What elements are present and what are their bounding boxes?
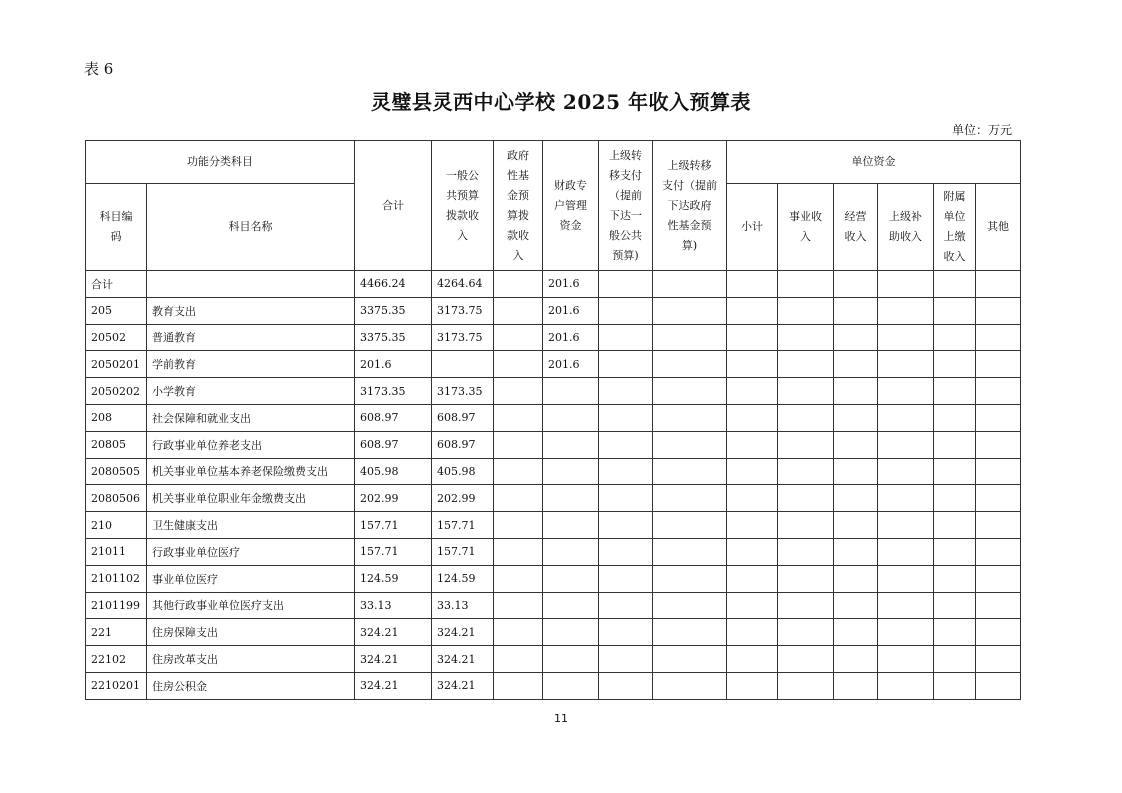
cell-name: 小学教育 [147,378,355,405]
cell-total: 3173.35 [355,378,432,405]
cell-total: 405.98 [355,458,432,485]
cell-total: 4466.24 [355,271,432,298]
cell-empty [934,458,976,485]
cell-fiscal [543,672,599,699]
cell-empty [778,672,834,699]
cell-empty [778,646,834,673]
cell-empty [653,646,727,673]
header-line: 性基金预 [667,218,712,232]
cell-empty [976,378,1021,405]
cell-empty [599,458,653,485]
cell-empty [599,592,653,619]
cell-fiscal: 201.6 [543,271,599,298]
header-line: 科目编 [99,210,133,223]
cell-gov-fund [494,458,543,485]
cell-name [147,271,355,298]
table-row [86,351,1021,378]
cell-empty [653,351,727,378]
cell-empty [934,565,976,592]
header-line: 拨款收 [446,208,479,222]
cell-code: 2101102 [86,565,147,592]
header-line: 般公共 [609,228,642,242]
header-line: 算) [681,238,698,252]
cell-general: 33.13 [432,592,494,619]
cell-name: 行政事业单位养老支出 [147,431,355,458]
header-line: 上级转 [609,148,642,162]
cell-gov-fund [494,404,543,431]
header-fiscal-special [543,141,599,271]
header-line: 上级补 [889,210,922,223]
cell-empty [778,378,834,405]
cell-fiscal [543,485,599,512]
cell-empty [727,404,778,431]
cell-empty [976,485,1021,512]
header-line: 支付（提前 [662,178,717,192]
cell-empty [934,512,976,539]
cell-empty [934,485,976,512]
cell-empty [653,538,727,565]
cell-empty [834,458,878,485]
header-functional-category: 功能分类科目 [86,141,355,184]
cell-code: 2080505 [86,458,147,485]
cell-name: 普通教育 [147,324,355,351]
cell-empty [599,619,653,646]
cell-empty [727,672,778,699]
header-superior-subsidy [878,184,934,271]
cell-gov-fund [494,271,543,298]
cell-empty [934,378,976,405]
cell-empty [934,431,976,458]
cell-empty [727,458,778,485]
table-label: 表 6 [84,60,114,78]
cell-empty [599,378,653,405]
cell-general: 3173.35 [432,378,494,405]
cell-empty [653,297,727,324]
cell-empty [976,431,1021,458]
cell-name: 住房保障支出 [147,619,355,646]
cell-gov-fund [494,324,543,351]
cell-empty [834,646,878,673]
cell-code: 20805 [86,431,147,458]
cell-empty [834,351,878,378]
cell-total: 201.6 [355,351,432,378]
cell-empty [653,324,727,351]
cell-empty [778,619,834,646]
header-line: 入 [457,228,468,242]
cell-empty [834,271,878,298]
cell-gov-fund [494,646,543,673]
unit-label: 单位：万元 [951,123,1012,137]
cell-empty [934,324,976,351]
cell-empty [727,297,778,324]
cell-empty [653,619,727,646]
cell-empty [599,271,653,298]
cell-empty [778,431,834,458]
cell-total: 3375.35 [355,324,432,351]
cell-empty [653,271,727,298]
cell-empty [653,672,727,699]
header-transfer-fund [653,141,727,271]
cell-empty [727,324,778,351]
cell-code: 22102 [86,646,147,673]
cell-empty [878,431,934,458]
cell-code: 2050202 [86,378,147,405]
cell-gov-fund [494,538,543,565]
cell-gov-fund [494,485,543,512]
header-line: 收入 [844,230,867,243]
cell-empty [976,351,1021,378]
table-row [86,619,1021,646]
cell-fiscal [543,378,599,405]
table-row [86,458,1021,485]
cell-empty [599,431,653,458]
cell-empty [653,485,727,512]
cell-fiscal [543,538,599,565]
cell-empty [878,271,934,298]
header-line: 码 [110,230,122,243]
cell-empty [834,378,878,405]
cell-empty [878,592,934,619]
cell-empty [878,324,934,351]
cell-empty [778,512,834,539]
header-line: 性基 [507,168,529,182]
cell-fiscal: 201.6 [543,324,599,351]
cell-empty [778,351,834,378]
header-line: 预算) [612,248,639,262]
cell-empty [834,672,878,699]
page-title: 灵璧县灵西中心学校 2025 年收入预算表 [370,90,752,114]
table-row [86,485,1021,512]
table-row [86,378,1021,405]
cell-empty [976,646,1021,673]
cell-total: 3375.35 [355,297,432,324]
cell-empty [727,271,778,298]
header-gov-fund [494,141,543,271]
cell-empty [653,404,727,431]
cell-name: 机关事业单位职业年金缴费支出 [147,485,355,512]
cell-name: 事业单位医疗 [147,565,355,592]
cell-fiscal [543,404,599,431]
cell-empty [976,297,1021,324]
cell-empty [727,619,778,646]
cell-code: 2050201 [86,351,147,378]
cell-fiscal [543,458,599,485]
cell-empty [934,672,976,699]
cell-empty [834,538,878,565]
cell-general: 4264.64 [432,271,494,298]
cell-empty [934,619,976,646]
cell-code: 208 [86,404,147,431]
cell-name: 行政事业单位医疗 [147,538,355,565]
cell-empty [834,512,878,539]
header-line: 入 [512,248,524,262]
cell-empty [878,378,934,405]
table-row [86,538,1021,565]
cell-gov-fund [494,351,543,378]
cell-empty [878,512,934,539]
cell-empty [727,485,778,512]
cell-empty [976,458,1021,485]
cell-empty [834,297,878,324]
header-affiliated-payment [934,184,976,271]
cell-general: 202.99 [432,485,494,512]
cell-gov-fund [494,378,543,405]
table-row [86,592,1021,619]
cell-gov-fund [494,672,543,699]
cell-empty [934,404,976,431]
cell-fiscal [543,592,599,619]
cell-empty [834,431,878,458]
cell-name: 其他行政事业单位医疗支出 [147,592,355,619]
cell-empty [934,646,976,673]
cell-general: 405.98 [432,458,494,485]
cell-code: 205 [86,297,147,324]
header-line: 单位 [943,210,966,223]
cell-code: 221 [86,619,147,646]
cell-name: 学前教育 [147,351,355,378]
cell-empty [599,404,653,431]
cell-code: 合计 [86,271,147,298]
cell-code: 21011 [86,538,147,565]
cell-empty [653,512,727,539]
cell-empty [599,485,653,512]
cell-empty [834,404,878,431]
header-name: 科目名称 [147,184,355,271]
cell-empty [778,404,834,431]
cell-fiscal: 201.6 [543,351,599,378]
cell-empty [599,351,653,378]
cell-empty [599,512,653,539]
cell-general: 157.71 [432,512,494,539]
cell-name: 社会保障和就业支出 [147,404,355,431]
cell-gov-fund [494,619,543,646]
header-line: 上级转移 [667,158,712,172]
cell-total: 324.21 [355,672,432,699]
page-number: 11 [554,712,568,725]
table-row [86,297,1021,324]
header-other: 其他 [976,184,1021,271]
header-line: 上缴 [943,230,966,243]
cell-empty [976,565,1021,592]
cell-empty [653,431,727,458]
cell-empty [727,351,778,378]
cell-total: 202.99 [355,485,432,512]
cell-empty [778,565,834,592]
header-business-income [778,184,834,271]
header-line: 经营 [844,210,867,223]
cell-empty [976,512,1021,539]
cell-fiscal [543,646,599,673]
cell-general: 608.97 [432,404,494,431]
cell-empty [934,592,976,619]
cell-name: 住房公积金 [147,672,355,699]
cell-empty [653,458,727,485]
cell-empty [976,271,1021,298]
cell-empty [653,565,727,592]
cell-empty [878,565,934,592]
header-line: 户管理 [554,198,587,212]
cell-gov-fund [494,565,543,592]
cell-name: 卫生健康支出 [147,512,355,539]
cell-empty [878,485,934,512]
table-row [86,512,1021,539]
header-line: 一般公 [446,168,479,182]
header-line: 政府 [507,148,529,162]
table-row [86,404,1021,431]
header-line: 共预算 [446,188,479,202]
cell-code: 2101199 [86,592,147,619]
cell-empty [599,565,653,592]
table-row [86,271,1021,298]
table-row [86,646,1021,673]
cell-empty [934,271,976,298]
cell-total: 33.13 [355,592,432,619]
cell-empty [599,646,653,673]
cell-empty [778,538,834,565]
table-row [86,324,1021,351]
cell-total: 157.71 [355,538,432,565]
cell-empty [934,351,976,378]
cell-total: 324.21 [355,619,432,646]
header-line: 财政专 [554,178,587,192]
header-line: 入 [800,230,811,243]
cell-empty [878,646,934,673]
cell-total: 324.21 [355,646,432,673]
cell-empty [976,538,1021,565]
cell-empty [727,431,778,458]
cell-empty [778,592,834,619]
cell-empty [878,458,934,485]
cell-empty [878,619,934,646]
header-line: 资金 [559,218,582,232]
cell-fiscal [543,431,599,458]
header-line: 下达政府 [667,198,712,212]
cell-empty [727,646,778,673]
cell-empty [976,672,1021,699]
cell-empty [727,592,778,619]
cell-general: 124.59 [432,565,494,592]
cell-gov-fund [494,297,543,324]
header-subtotal: 小计 [727,184,778,271]
cell-general [432,351,494,378]
header-line: （提前 [609,188,642,202]
cell-empty [834,592,878,619]
cell-total: 608.97 [355,431,432,458]
header-general-budget [432,141,494,271]
cell-general: 3173.75 [432,297,494,324]
header-line: 移支付 [609,168,642,182]
cell-general: 608.97 [432,431,494,458]
cell-empty [778,485,834,512]
cell-empty [878,404,934,431]
header-unit-funds: 单位资金 [727,141,1021,184]
cell-name: 教育支出 [147,297,355,324]
header-line: 收入 [943,250,966,263]
cell-empty [778,271,834,298]
cell-empty [976,324,1021,351]
table-row [86,431,1021,458]
cell-empty [976,404,1021,431]
cell-gov-fund [494,592,543,619]
cell-name: 机关事业单位基本养老保险缴费支出 [147,458,355,485]
header-code [86,184,147,271]
cell-empty [934,538,976,565]
cell-empty [778,297,834,324]
cell-empty [934,297,976,324]
cell-general: 324.21 [432,619,494,646]
cell-empty [834,619,878,646]
header-line: 助收入 [889,230,922,243]
cell-empty [878,351,934,378]
table-row [86,672,1021,699]
header-line: 款收 [507,228,529,242]
cell-empty [976,592,1021,619]
cell-empty [778,324,834,351]
income-budget-table [85,140,1021,700]
cell-total: 124.59 [355,565,432,592]
header-line: 事业收 [789,210,822,223]
cell-name: 住房改革支出 [147,646,355,673]
cell-empty [976,619,1021,646]
header-total: 合计 [355,141,432,271]
cell-empty [599,297,653,324]
cell-total: 157.71 [355,512,432,539]
cell-empty [834,485,878,512]
cell-fiscal [543,565,599,592]
cell-general: 3173.75 [432,324,494,351]
cell-empty [727,378,778,405]
cell-empty [727,565,778,592]
cell-empty [599,324,653,351]
header-transfer-general [599,141,653,271]
cell-fiscal [543,512,599,539]
cell-fiscal [543,619,599,646]
cell-fiscal: 201.6 [543,297,599,324]
cell-code: 20502 [86,324,147,351]
cell-gov-fund [494,512,543,539]
cell-empty [653,378,727,405]
cell-empty [878,538,934,565]
cell-empty [878,672,934,699]
cell-empty [727,512,778,539]
cell-empty [727,538,778,565]
cell-code: 2210201 [86,672,147,699]
header-operating-income [834,184,878,271]
cell-total: 608.97 [355,404,432,431]
cell-general: 324.21 [432,672,494,699]
table-body [86,271,1021,700]
cell-empty [599,672,653,699]
cell-empty [878,297,934,324]
cell-empty [653,592,727,619]
cell-code: 2080506 [86,485,147,512]
header-line: 下达一 [609,208,642,222]
header-line: 附属 [943,190,966,203]
cell-gov-fund [494,431,543,458]
cell-empty [834,565,878,592]
header-line: 金预 [507,188,529,202]
cell-general: 324.21 [432,646,494,673]
table-row [86,565,1021,592]
cell-code: 210 [86,512,147,539]
cell-general: 157.71 [432,538,494,565]
header-line: 算拨 [507,208,529,222]
cell-empty [599,538,653,565]
cell-empty [778,458,834,485]
cell-empty [834,324,878,351]
